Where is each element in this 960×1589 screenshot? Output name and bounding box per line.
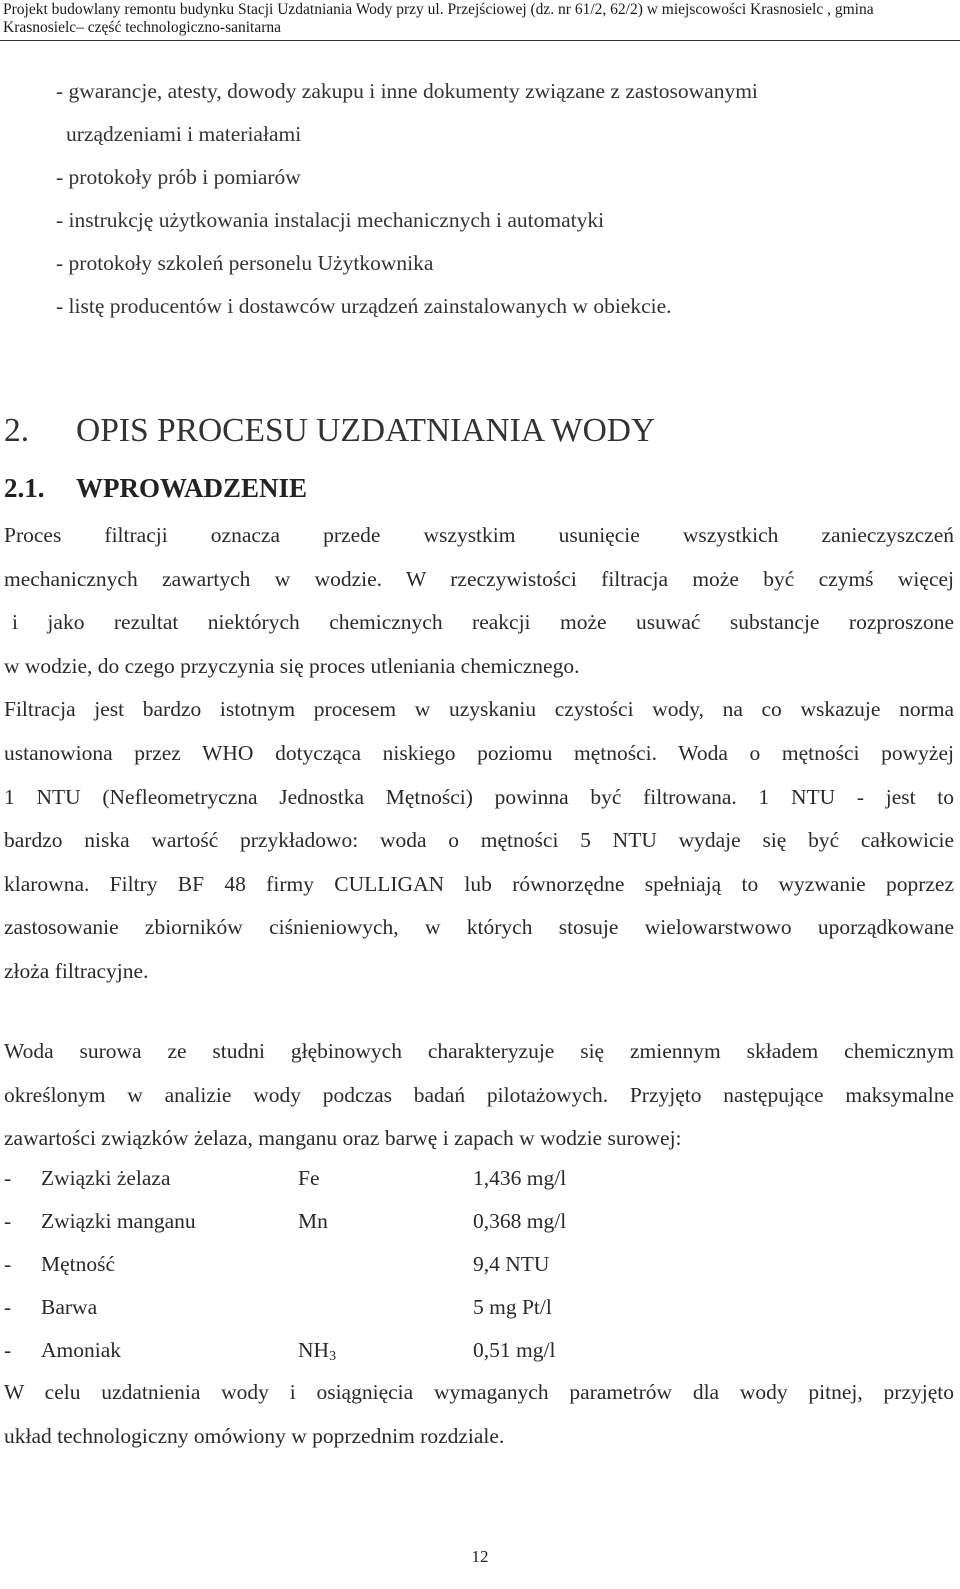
- subsection-heading: [4, 473, 307, 504]
- parameter-row: [4, 1286, 704, 1329]
- parameter-row: [4, 1243, 704, 1286]
- paragraph-filtration: [4, 514, 954, 994]
- section-title: OPIS PROCESU UZDATNIANIA WODY: [76, 412, 656, 449]
- text-line: w wodzie, do czego przyczynia się proces utleniania chemicznego.: [4, 653, 580, 678]
- parameter-name: Barwa: [41, 1295, 98, 1319]
- text-line: W celu uzdatnienia wody i osiągnięcia wymaganych parametrów dla wody pitnej, przyjęto: [4, 1380, 954, 1404]
- parameter-symbol: $NH_3$: [298, 1338, 337, 1364]
- text-line: 1 NTU (Nefleometryczna Jednostka Mętności) powinna być filtrowana. 1 NTU - jest to: [4, 784, 954, 809]
- subsection-number: 2.1.: [4, 473, 45, 503]
- parameter-name: Amoniak: [41, 1338, 122, 1362]
- parameters-list: [4, 1157, 704, 1372]
- parameter-dash: -: [4, 1166, 12, 1190]
- parameter-dash: -: [4, 1252, 12, 1276]
- section-heading: [4, 412, 655, 450]
- list-item: - protokoły prób i pomiarów: [56, 165, 301, 189]
- parameter-row: [4, 1329, 704, 1372]
- parameter-dash: -: [4, 1209, 12, 1233]
- text-line: złoża filtracyjne.: [4, 958, 149, 983]
- header-line-2: Krasnosielc– część technologiczno-sanitarna: [3, 19, 282, 36]
- text-line: klarowna. Filtry BF 48 firmy CULLIGAN lub równorzędne spełniają to wyzwanie poprzez: [4, 871, 954, 896]
- text-line: ustanowiona przez WHO dotycząca niskiego poziomu mętności. Woda o mętności powyżej: [4, 740, 954, 765]
- text-line: zastosowanie zbiorników ciśnieniowych, w których stosuje wielowarstwowo uporządkowane: [4, 915, 954, 940]
- text-line: Woda surowa ze studni głębinowych charakteryzuje się zmiennym składem chemicznym: [4, 1039, 954, 1063]
- parameter-name: Związki żelaza: [41, 1166, 171, 1190]
- parameter-dash: -: [4, 1295, 12, 1319]
- document-list: [56, 70, 946, 328]
- header-line-1: Projekt budowlany remontu budynku Stacji Uzdatniania Wody przy ul. Przejściowej (dz. nr 61/2, 62/2) w miejscowości Krasnosielc , gmina: [3, 1, 874, 18]
- section-number: 2.: [4, 412, 30, 449]
- parameter-value: 1,436 mg/l: [473, 1166, 567, 1190]
- text-line: i jako rezultat niektórych chemicznych reakcji może usuwać substancje rozproszone: [12, 610, 954, 635]
- parameter-value: 0,51 mg/l: [473, 1338, 556, 1362]
- list-item: urządzeniami i materiałami: [66, 122, 302, 146]
- text-line: mechanicznych zawartych w wodzie. W rzeczywistości filtracja może być czymś więcej: [4, 566, 954, 591]
- parameter-symbol: Fe: [298, 1166, 320, 1190]
- text-line: układ technologiczny omówiony w poprzednim rozdziale.: [4, 1423, 505, 1448]
- text-line: bardzo niska wartość przykładowo: woda o mętności 5 NTU wydaje się być całkowicie: [4, 828, 954, 853]
- text-line: zawartości związków żelaza, manganu oraz barwę i zapach w wodzie surowej:: [4, 1126, 682, 1151]
- parameter-row: [4, 1200, 704, 1243]
- parameter-name: Związki manganu: [41, 1209, 196, 1233]
- list-item: - instrukcję użytkowania instalacji mechanicznych i automatyki: [56, 208, 605, 232]
- page-header: [0, 0, 960, 41]
- parameter-row: [4, 1157, 704, 1200]
- page-number: 12: [471, 1547, 489, 1566]
- paragraph-conclusion: [4, 1371, 954, 1458]
- parameter-name: Mętność: [41, 1252, 116, 1276]
- list-item: - listę producentów i dostawców urządzeń zainstalowanych w obiekcie.: [56, 294, 672, 318]
- paragraph-raw-water: [4, 1030, 954, 1161]
- parameter-symbol: Mn: [298, 1209, 328, 1233]
- parameter-value: 5 mg Pt/l: [473, 1295, 552, 1319]
- list-item: - protokoły szkoleń personelu Użytkownika: [56, 251, 434, 275]
- parameter-value: 0,368 mg/l: [473, 1209, 567, 1233]
- text-line: określonym w analizie wody podczas badań pilotażowych. Przyjęto następujące maksymalne: [4, 1082, 954, 1107]
- text-line: Proces filtracji oznacza przede wszystkim usunięcie wszystkich zanieczyszczeń: [4, 523, 954, 547]
- parameter-dash: -: [4, 1338, 12, 1362]
- parameter-value: 9,4 NTU: [473, 1252, 550, 1276]
- subsection-title: WPROWADZENIE: [76, 473, 308, 503]
- text-line: Filtracja jest bardzo istotnym procesem w uzyskaniu czystości wody, na co wskazuje norma: [4, 697, 954, 722]
- list-item: - gwarancje, atesty, dowody zakupu i inne dokumenty związane z zastosowanymi: [56, 79, 758, 103]
